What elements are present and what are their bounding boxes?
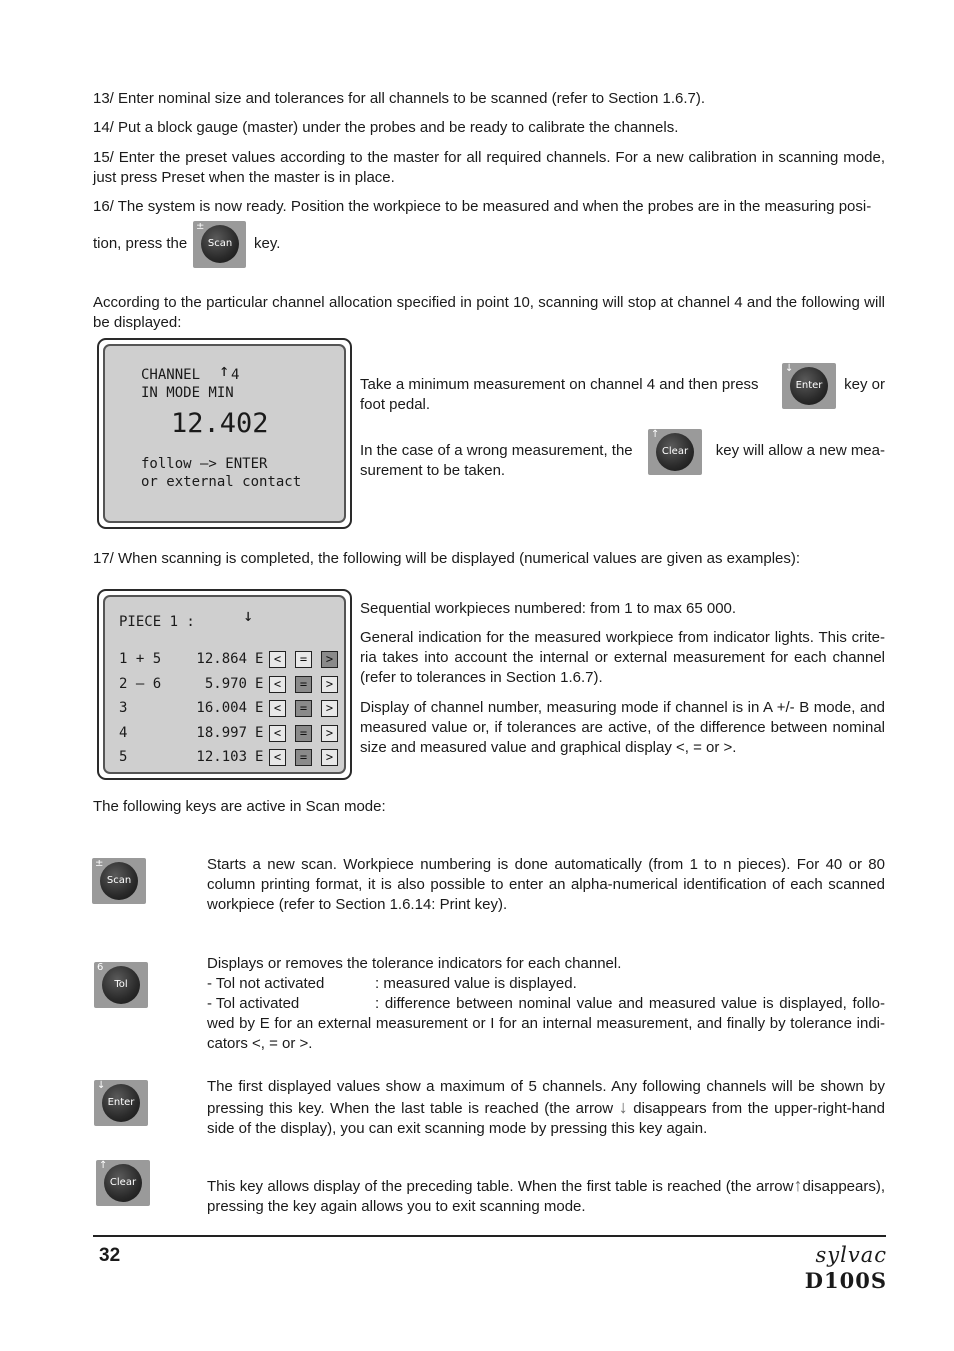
clear-text-b: disappears), pressing the key again allows you to exit scanning mode. — [207, 1178, 885, 1215]
up-arrow-icon: ↑ — [99, 1160, 108, 1171]
enter-key-description — [207, 1077, 885, 1139]
lcd-indicator-gt: > — [321, 725, 338, 742]
step-16-end: key. — [254, 235, 281, 252]
lcd-piece-header: PIECE 1 : — [119, 614, 195, 630]
lcd-indicator-lt: < — [269, 725, 286, 742]
step-13: 13/ Enter nominal size and tolerances for all channels to be scanned (refer to Section 1.6.7). — [93, 90, 706, 107]
lcd-indicator-lt: < — [269, 700, 286, 717]
lcd-row-channel: 3 — [119, 700, 128, 716]
side1-p1: Take a minimum measurement on channel 4 and then press — [360, 376, 759, 393]
lcd-row-channel: 1 + 5 — [119, 651, 162, 667]
clear-key-label: Clear — [656, 433, 694, 471]
plus-minus-icon: ± — [95, 858, 104, 869]
enter-key-inline — [782, 363, 836, 409]
six-icon: 6 — [97, 962, 104, 973]
lcd-row-channel: 2 – 6 — [119, 675, 162, 692]
page-number: 32 — [99, 1245, 121, 1266]
tol-key — [94, 962, 148, 1008]
up-arrow-icon: ↑ — [651, 429, 660, 440]
lcd-row-channel: 4 — [119, 724, 128, 741]
tol-line1: Displays or removes the tolerance indicators for each channel. — [207, 955, 622, 972]
lcd-row-e: E — [255, 651, 264, 667]
lcd-display-channel — [97, 338, 352, 529]
lcd-indicator-gt: > — [321, 700, 338, 717]
lcd-indicator-lt: < — [269, 651, 286, 668]
lcd-screen — [103, 344, 346, 523]
side1-p1-end: foot pedal. — [360, 396, 431, 413]
lcd-indicator-gt: > — [321, 676, 338, 693]
lcd-indicator-eq: = — [295, 700, 312, 717]
lcd-row-e: E — [255, 700, 264, 716]
lcd-row-value: 5.970 — [204, 675, 247, 692]
lcd-row-value: 18.997 — [196, 724, 247, 741]
tol-line3-value: : difference between nominal value and measured value is displayed, follo- — [375, 995, 885, 1012]
clear-key-label: Clear — [104, 1164, 142, 1202]
lcd-display-piece — [97, 589, 352, 780]
side1-p2: In the case of a wrong measurement, the — [360, 442, 633, 459]
brand-logo — [742, 1242, 887, 1294]
lcd-indicator-lt: < — [269, 676, 286, 693]
lcd-mode: IN MODE MIN — [141, 385, 234, 401]
tol-line3-key: - Tol activated — [207, 995, 300, 1012]
side1-p2-key: key will allow a new mea- — [715, 442, 885, 459]
lcd-follow: follow —> ENTER — [141, 456, 268, 472]
lcd-external: or external contact — [141, 474, 302, 490]
plus-minus-icon: ± — [196, 221, 205, 232]
lcd-channel-number: 4 — [231, 367, 240, 383]
scan-key-label: Scan — [201, 225, 239, 263]
step-14: 14/ Put a block gauge (master) under the probes and be ready to calibrate the channels. — [93, 119, 679, 136]
down-arrow-icon: ↓ — [243, 606, 254, 626]
lcd-row-e: E — [255, 749, 264, 765]
down-arrow-icon: ↓ — [785, 363, 794, 374]
down-arrow-icon: ↓ — [97, 1080, 106, 1091]
side2-p2: General indication for the measured workpiece from indicator lights. This crite-ria takes into account the internal or external measurement for each channel (refer to tolerances in Section 1.6.7). — [360, 629, 885, 686]
lcd-indicator-eq: = — [295, 651, 312, 668]
enter-text-b: disappears from the upper-right-hand side of the display), you can exit scanning mode by pressing this key again. — [207, 1100, 885, 1137]
enter-key — [94, 1080, 148, 1126]
scan-key-description: Starts a new scan. Workpiece numbering is done automatically (from 1 to n pieces). For 40 or 80 column printing format, it is also possible to enter an alpha-numerical identification of each scanned workpiece (refer to Section 1.6.14: Print key). — [207, 856, 885, 913]
up-arrow-icon: ↑ — [219, 361, 230, 381]
step-16-cont: tion, press the — [93, 235, 188, 252]
enter-text-a: The first displayed values show a maximum of 5 channels. Any following channels will be shown by pressing this key. When the last table is reached (the arrow — [207, 1078, 885, 1117]
lcd-indicator-lt: < — [269, 749, 286, 766]
side2-p3: Display of channel number, measuring mode if channel is in A +/- B mode, and measured value or, if tolerances are active, of the difference between nominal size and measured value and graphical display <, = or >. — [360, 699, 885, 756]
clear-key-description — [207, 1175, 885, 1217]
lcd-channel-label: CHANNEL — [141, 367, 201, 383]
lcd-row-channel: 5 — [119, 749, 128, 765]
lcd-row-value: 16.004 — [196, 700, 247, 716]
step-17: 17/ When scanning is completed, the following will be displayed (numerical values are given as examples): — [93, 550, 801, 567]
lcd-indicator-eq: = — [295, 749, 312, 766]
tol-line2-key: - Tol not activated — [207, 975, 325, 992]
lcd-row-e: E — [255, 675, 264, 692]
lcd-indicator-eq: = — [295, 725, 312, 742]
footer-rule — [93, 1235, 886, 1237]
tol-key-label: Tol — [102, 966, 140, 1004]
down-arrow-icon: ↓ — [618, 1097, 628, 1117]
lcd-row-value: 12.103 — [196, 749, 247, 765]
side1-p1-keyor: key or — [844, 376, 885, 393]
clear-text-a: This key allows display of the preceding table. When the first table is reached (the arrow — [207, 1178, 794, 1195]
side1-p2-end: surement to be taken. — [360, 462, 506, 479]
enter-key-label: Enter — [790, 367, 828, 405]
tol-line2-value: : measured value is displayed. — [375, 975, 577, 992]
enter-key-label: Enter — [102, 1084, 140, 1122]
lcd-indicator-eq: = — [295, 676, 312, 693]
lcd-value: 12.402 — [171, 408, 269, 439]
intro-channel: According to the particular channel allocation specified in point 10, scanning will stop at channel 4 and the following will be displayed: — [93, 294, 885, 331]
tol-line4: wed by E for an external measurement or I for an internal measurement, and finally by tolerance indi-cators <, = or >. — [207, 1015, 885, 1052]
lcd-row-e: E — [255, 724, 264, 741]
scan-key — [92, 858, 146, 904]
clear-key — [96, 1160, 150, 1206]
lcd-indicator-gt: > — [321, 749, 338, 766]
scan-key-inline — [193, 221, 246, 268]
step-15: 15/ Enter the preset values according to the master for all required channels. For a new calibration in scanning mode, just press Preset when the master is in place. — [93, 149, 885, 186]
model-name: D100S — [804, 1268, 887, 1293]
lcd-screen — [103, 595, 346, 774]
keys-intro: The following keys are active in Scan mode: — [93, 798, 386, 815]
scan-key-label: Scan — [100, 862, 138, 900]
side2-p1: Sequential workpieces numbered: from 1 to max 65 000. — [360, 600, 737, 617]
brand-name: sylvac — [815, 1243, 887, 1267]
up-arrow-icon: ↑ — [793, 1175, 803, 1195]
lcd-row-value: 12.864 — [196, 651, 247, 667]
step-16: 16/ The system is now ready. Position the workpiece to be measured and when the probes are in the measuring posi- — [93, 198, 872, 215]
lcd-indicator-gt: > — [321, 651, 338, 668]
